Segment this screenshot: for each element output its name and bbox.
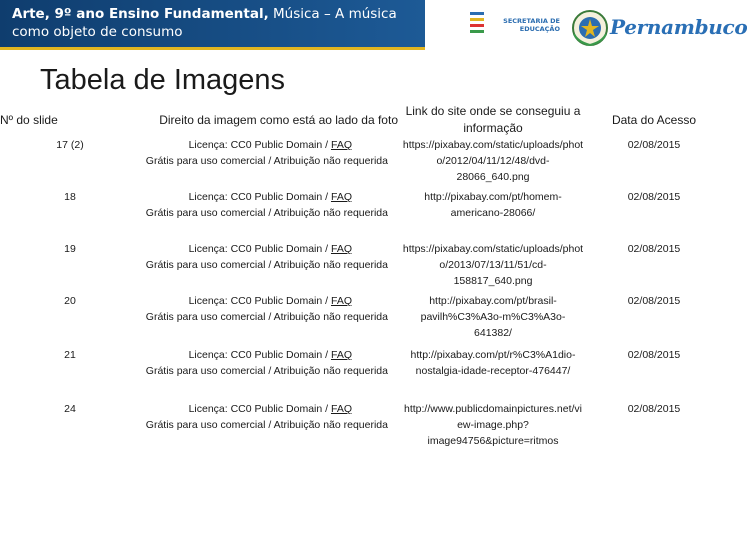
table-row [0, 347, 720, 401]
access-date: 02/08/2015 [627, 403, 681, 415]
access-date: 02/08/2015 [627, 139, 681, 151]
license-terms: Grátis para uso comercial / Atribuição não requerida [145, 419, 388, 431]
slide-number: 21 [64, 349, 76, 361]
link-cell [398, 137, 588, 189]
source-link[interactable]: http://pixabay.com/pt/homem-americano-28066/ [424, 191, 562, 219]
faq-link[interactable]: FAQ [330, 191, 352, 203]
images-table [0, 100, 720, 453]
link-cell [398, 401, 588, 453]
slide-number: 18 [64, 191, 76, 203]
access-date: 02/08/2015 [627, 349, 681, 361]
access-date: 02/08/2015 [627, 243, 681, 255]
source-link[interactable]: http://pixabay.com/pt/brasil-pavilh%C3%A3o-m%C3%A3o-641382/ [420, 295, 566, 339]
license-text: Licença: CC0 Public Domain / [188, 191, 331, 203]
slide-number: 19 [64, 243, 76, 255]
access-date: 02/08/2015 [627, 295, 681, 307]
header-link: Link do site onde se conseguiu a informação [405, 104, 581, 135]
license-text: Licença: CC0 Public Domain / [188, 139, 331, 151]
slide-header [0, 0, 747, 50]
link-cell [398, 293, 588, 347]
table-row [0, 401, 720, 453]
table-header-row [0, 100, 720, 137]
link-cell [398, 189, 588, 241]
faq-link[interactable]: FAQ [330, 295, 352, 307]
license-text: Licença: CC0 Public Domain / [188, 403, 331, 415]
slide-number: 24 [64, 403, 76, 415]
access-date: 02/08/2015 [627, 191, 681, 203]
faq-link[interactable]: FAQ [330, 403, 352, 415]
faq-link[interactable]: FAQ [330, 243, 352, 255]
license-cell [140, 241, 398, 293]
license-cell [140, 293, 398, 347]
slide-number: 17 (2) [56, 139, 84, 151]
table-row [0, 137, 720, 189]
license-terms: Grátis para uso comercial / Atribuição não requerida [145, 259, 388, 271]
faq-link[interactable]: FAQ [330, 139, 352, 151]
source-link[interactable]: http://www.publicdomainpictures.net/view-image.php?image94756&picture=ritmos [403, 403, 582, 447]
license-text: Licença: CC0 Public Domain / [188, 243, 331, 255]
link-cell [398, 241, 588, 293]
logos [470, 6, 747, 50]
faq-link[interactable]: FAQ [330, 349, 352, 361]
header-date: Data do Acesso [611, 112, 697, 127]
license-terms: Grátis para uso comercial / Atribuição não requerida [145, 365, 388, 377]
table-row [0, 293, 720, 347]
table-row [0, 241, 720, 293]
license-cell [140, 189, 398, 241]
secretaria-logo-text: SECRETARIA DE EDUCAÇÃO [503, 17, 560, 33]
source-link[interactable]: https://pixabay.com/static/uploads/photo/2013/07/13/11/51/cd-158817_640.png [402, 243, 584, 287]
header-license: Direito da imagem como está ao lado da foto [159, 112, 398, 127]
page-title: Tabela de Imagens [40, 64, 286, 96]
license-cell [140, 401, 398, 453]
source-link[interactable]: https://pixabay.com/static/uploads/photo/2012/04/11/12/48/dvd-28066_640.png [402, 139, 584, 183]
slide-number: 20 [64, 295, 76, 307]
license-terms: Grátis para uso comercial / Atribuição não requerida [145, 311, 388, 323]
license-terms: Grátis para uso comercial / Atribuição não requerida [145, 207, 388, 219]
license-terms: Grátis para uso comercial / Atribuição não requerida [145, 155, 388, 167]
header-title-bold: Arte, 9º ano Ensino Fundamental, [12, 6, 269, 22]
table-row [0, 189, 720, 241]
license-text: Licença: CC0 Public Domain / [188, 349, 331, 361]
link-cell [398, 347, 588, 401]
pernambuco-logo-text: Pernambuco [610, 15, 747, 39]
header-slide: Nº do slide [0, 112, 58, 127]
header-title [12, 5, 422, 41]
license-text: Licença: CC0 Public Domain / [188, 295, 331, 307]
state-seal-icon [570, 8, 610, 48]
header-title-rest: Música – A música como objeto de consumo [12, 6, 397, 40]
license-cell [140, 347, 398, 401]
license-cell [140, 137, 398, 189]
header-band [0, 0, 425, 48]
source-link[interactable]: http://pixabay.com/pt/r%C3%A1dio-nostalgia-idade-receptor-476447/ [410, 349, 576, 377]
